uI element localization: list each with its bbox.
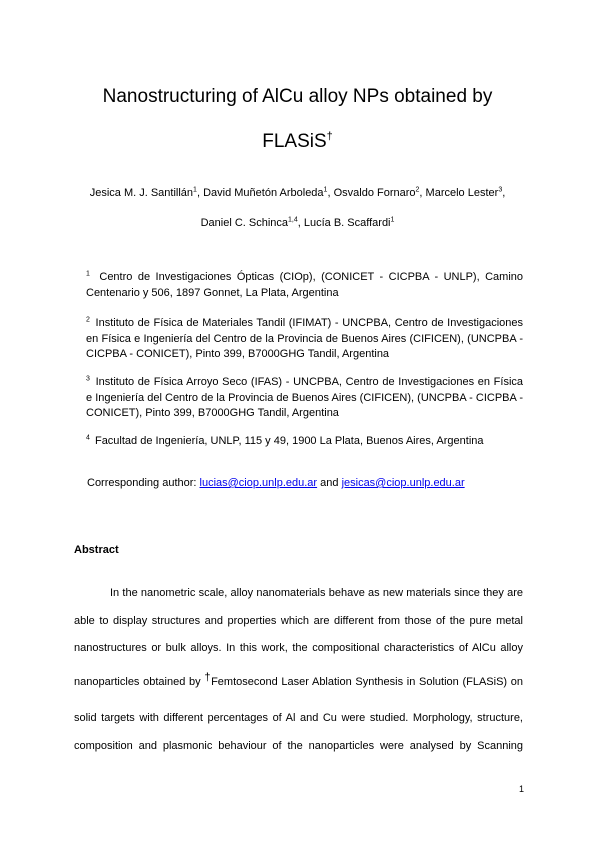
affiliation-text: Instituto de Física Arroyo Seco (IFAS) - UNCPBA, Centro de Investigaciones en Física e Ingeniería del Centro de la Provincia de Buenos Aires (CIFICEN), (UNCPBA - CICPBA - CONICET), Pinto 399, B7000GHG Tandil, Argentina bbox=[86, 376, 524, 419]
abstract-line-rest: Femtosecond Laser Ablation Synthesis in Solution (FLASiS) on bbox=[211, 676, 523, 688]
author-name: David Muñetón Arboleda bbox=[203, 187, 324, 199]
abstract-line: In the nanometric scale, alloy nanomaterials behave as new materials since they are bbox=[110, 587, 523, 599]
author-name: Daniel C. Schinca bbox=[200, 217, 289, 229]
email-joiner: and bbox=[317, 477, 342, 489]
abstract-line-prefix: nanoparticles obtained by bbox=[74, 676, 205, 688]
corresponding-author bbox=[87, 477, 465, 489]
affiliation-2 bbox=[86, 316, 523, 363]
author-affiliation-sup: 2 bbox=[415, 186, 420, 194]
affiliation-number: 2 bbox=[86, 316, 90, 324]
author-separator: , bbox=[502, 187, 506, 199]
author-name: Osvaldo Fornaro bbox=[333, 187, 416, 199]
affiliation-number: 3 bbox=[86, 375, 90, 383]
email-link-2[interactable]: jesicas@ciop.unlp.edu.ar bbox=[341, 477, 465, 489]
affiliation-number: 1 bbox=[86, 270, 90, 278]
affiliation-3 bbox=[86, 375, 523, 422]
author-separator: , bbox=[196, 187, 204, 199]
title-dagger: † bbox=[326, 130, 333, 143]
abstract-heading: Abstract bbox=[74, 544, 119, 556]
email-link-1[interactable]: lucias@ciop.unlp.edu.ar bbox=[199, 477, 318, 489]
footnote-dagger: † bbox=[204, 671, 212, 684]
affiliation-text: Centro de Investigaciones Ópticas (CIOp), (CONICET - CICPBA - UNLP), Camino Centenario y 506, 1897 Gonnet, La Plata, Argentina bbox=[86, 271, 523, 299]
author-affiliation-sup: 1 bbox=[323, 186, 328, 194]
author-name: Jesica M. J. Santillán bbox=[89, 187, 194, 199]
author-list-line-1 bbox=[0, 187, 595, 199]
affiliation-1 bbox=[86, 270, 523, 301]
abstract-line: composition and plasmonic behaviour of the nanoparticles were analysed by Scanning bbox=[74, 740, 523, 752]
author-affiliation-sup: 1 bbox=[193, 186, 197, 194]
affiliation-4 bbox=[86, 434, 523, 450]
author-separator: , bbox=[419, 187, 426, 199]
affiliation-number: 4 bbox=[86, 434, 90, 442]
author-affiliation-sup: 3 bbox=[498, 186, 503, 194]
affiliation-text: Facultad de Ingeniería, UNLP, 115 y 49, 1900 La Plata, Buenos Aires, Argentina bbox=[94, 435, 484, 447]
affiliation-text: Instituto de Física de Materiales Tandil (IFIMAT) - UNCPBA, Centro de Investigaciones en Física e Ingeniería del Centro de la Provincia de Buenos Aires (CIFICEN), (UNCPBA - CICPBA - CONICET), Pinto 399, B7000GHG Tandil, Argentina bbox=[86, 317, 523, 360]
author-affiliation-sup: 1 bbox=[390, 216, 395, 224]
author-affiliation-sup: 1,4 bbox=[288, 216, 298, 224]
abstract-line-with-footnote bbox=[74, 671, 523, 688]
paper-title-line-2 bbox=[0, 131, 595, 153]
abstract-line: solid targets with different percentages of Al and Cu were studied. Morphology, structure, bbox=[74, 712, 523, 724]
paper-title-line-1: Nanostructuring of AlCu alloy NPs obtained by bbox=[102, 86, 493, 107]
page-number: 1 bbox=[519, 784, 525, 794]
paper-title-acronym: FLASiS bbox=[262, 131, 327, 152]
abstract-line: able to display structures and properties which are different from those of the pure metal bbox=[74, 615, 523, 627]
author-name: Marcelo Lester bbox=[425, 187, 499, 199]
corresponding-label: Corresponding author: bbox=[87, 477, 200, 489]
author-separator: , bbox=[297, 217, 304, 229]
author-name: Lucía B. Scaffardi bbox=[303, 217, 391, 229]
author-list-line-2 bbox=[0, 217, 595, 229]
abstract-line: nanostructures or bulk alloys. In this work, the compositional characteristics of AlCu alloy bbox=[74, 642, 523, 654]
author-separator: , bbox=[327, 187, 334, 199]
